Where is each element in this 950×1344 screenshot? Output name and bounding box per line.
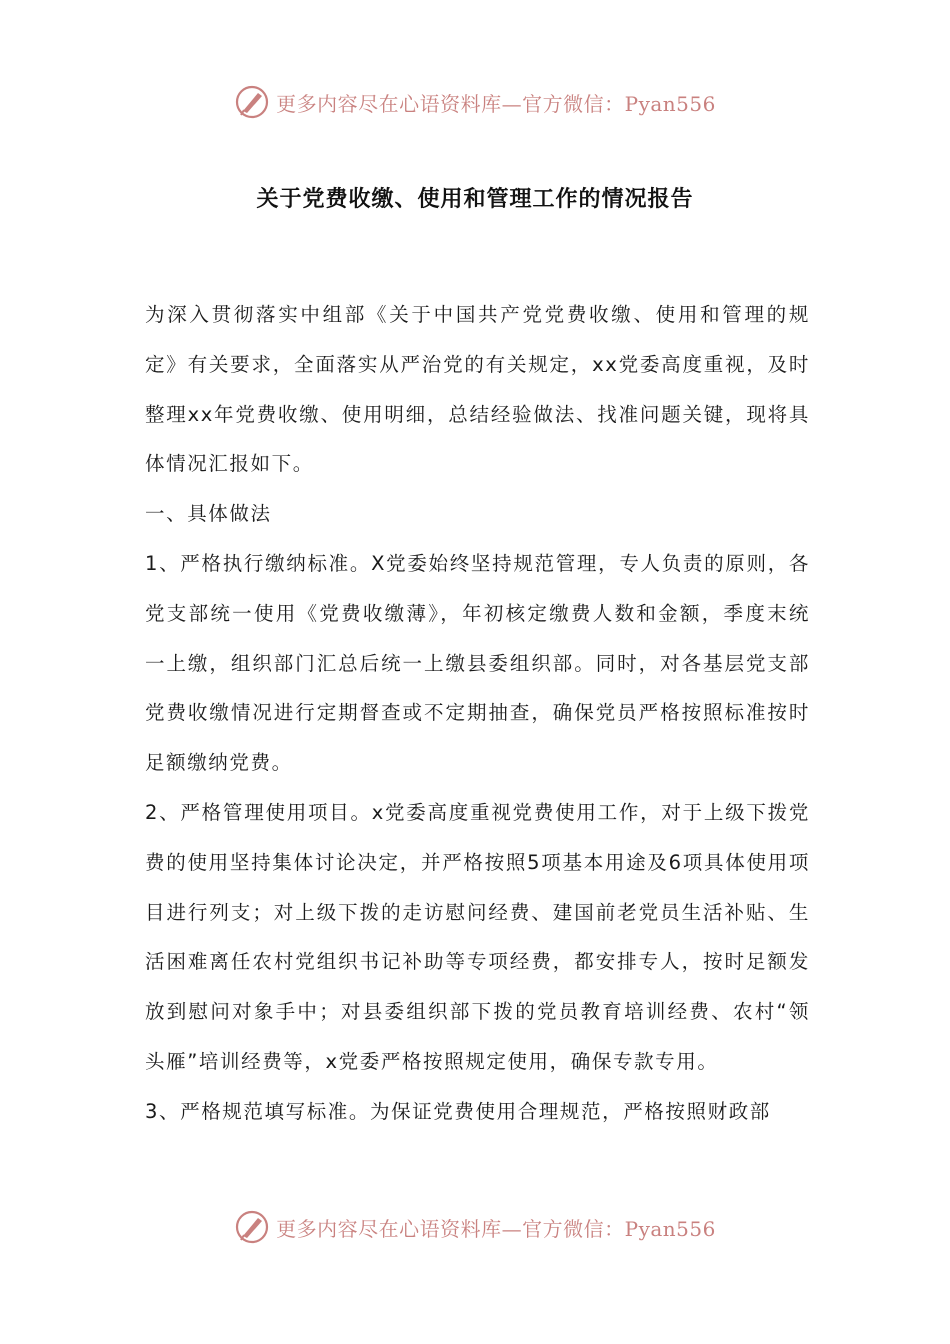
paragraph-intro: 为深入贯彻落实中组部《关于中国共产党党费收缴、使用和管理的规定》有关要求，全面落实从严治党的有关规定，xx党委高度重视，及时整理xx年党费收缴、使用明细，总结经验做法、找准问题关键，现将具体情况汇报如下。 xyxy=(145,303,810,476)
paragraph-item-1: 1、严格执行缴纳标准。X党委始终坚持规范管理，专人负责的原则，各党支部统一使用《党费收缴薄》，年初核定缴费人数和金额，季度末统一上缴，组织部门汇总后统一上缴县委组织部。同时，对各基层党支部党费收缴情况进行定期督查或不定期抽查，确保党员严格按照标准按时足额缴纳党费。 xyxy=(145,551,810,775)
paragraph-item-2: 2、严格管理使用项目。x党委高度重视党费使用工作，对于上级下拨党费的使用坚持集体讨论决定，并严格按照5项基本用途及6项具体使用项目进行列支；对上级下拨的走访慰问经费、建国前老党员生活补贴、生活困难离任农村党组织书记补助等专项经费，都安排专人，按时足额发放到慰问对象手中；对县委组织部下拨的党员教育培训经费、农村“领头雁”培训经费等，x党委严格按照规定使用，确保专款专用。 xyxy=(145,800,810,1073)
watermark-top xyxy=(0,82,950,122)
section-heading: 一、具体做法 xyxy=(145,502,272,526)
document-title: 关于党费收缴、使用和管理工作的情况报告 xyxy=(256,186,694,212)
quill-logo-icon xyxy=(234,84,270,120)
watermark-text: 更多内容尽在心语资料库—官方微信：Pyan556 xyxy=(276,1216,716,1241)
document-body xyxy=(145,290,810,1137)
paragraph-item-3: 3、严格规范填写标准。为保证党费使用合理规范，严格按照财政部 xyxy=(145,1099,771,1123)
watermark-bottom xyxy=(0,1207,950,1247)
watermark-text: 更多内容尽在心语资料库—官方微信：Pyan556 xyxy=(276,91,716,116)
quill-logo-icon xyxy=(234,1209,270,1245)
